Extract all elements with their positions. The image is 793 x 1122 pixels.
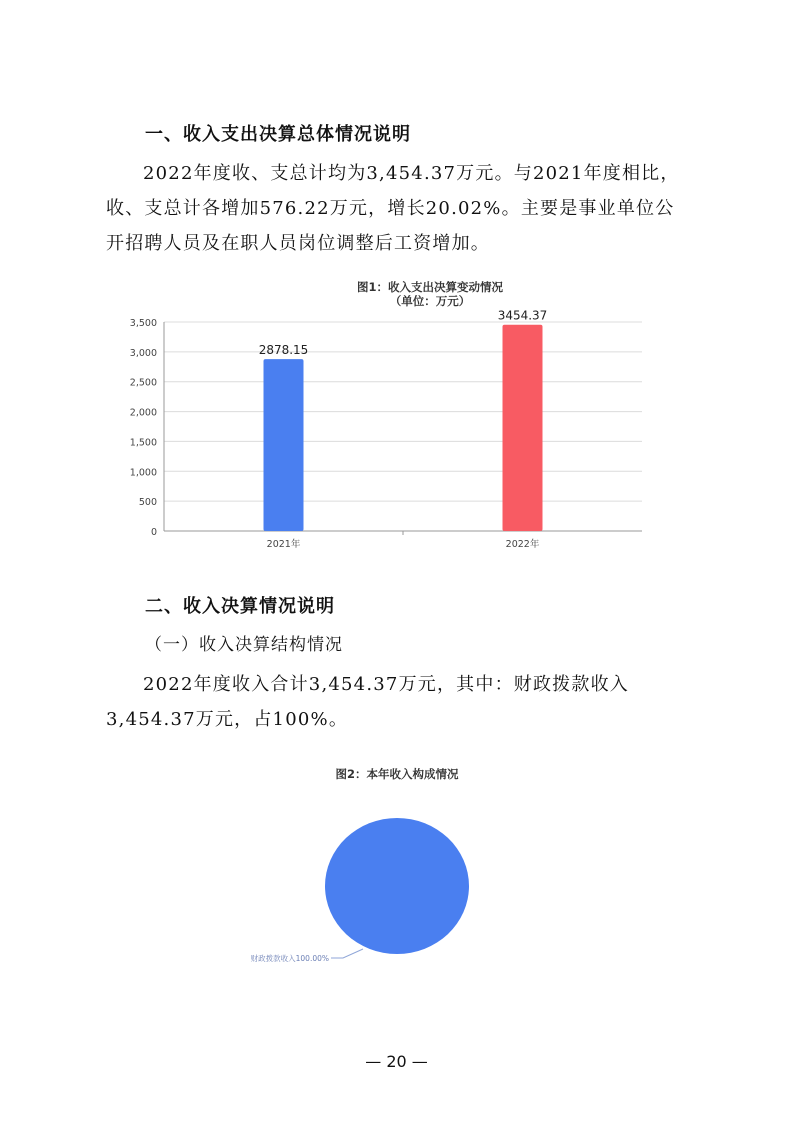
y-tick-label: 1,500 [129,437,157,449]
section1-paragraph: 2022年度收、支总计均为3,454.37万元。与2021年度相比，收、支总计各增加576.22万元，增长20.02%。主要是事业单位公开招聘人员及在职人员岗位调整后工资增加。 [106,163,680,254]
y-tick-label: 3,000 [129,347,157,359]
x-tick-label: 2021年 [266,539,301,550]
y-tick-label: 1,000 [129,467,157,479]
section2-paragraph: 2022年度收入合计3,454.37万元，其中：财政拨款收入3,454.37万元，占100%。 [106,674,629,730]
section1-heading: 一、收入支出决算总体情况说明 [145,124,411,145]
y-tick-label: 2,000 [129,407,157,419]
y-tick-label: 0 [150,527,157,538]
y-tick-label: 2,500 [129,377,157,389]
bar-chart [110,305,660,555]
chart1-subtitle: （单位：万元） [389,294,471,308]
pie-slice-label: 财政拨款收入100.00% [250,954,329,963]
x-tick-label: 2022年 [505,539,540,550]
section2-subheading: （一）收入决算结构情况 [145,635,343,655]
pie-leader-line [331,949,363,958]
y-tick-label: 3,500 [129,318,157,329]
y-tick-label: 500 [138,497,157,509]
chart2-title: 图2：本年收入构成情况 [335,767,459,781]
data-label: 2878.15 [258,343,309,358]
data-label: 3454.37 [497,308,548,323]
pie-slice [325,818,469,954]
bar [264,359,304,531]
pie-chart [250,800,520,980]
page-number: — 20 — [365,1052,428,1071]
section2-heading: 二、收入决算情况说明 [145,596,335,617]
bar [503,325,543,531]
chart1-title: 图1：收入支出决算变动情况 [356,280,503,294]
